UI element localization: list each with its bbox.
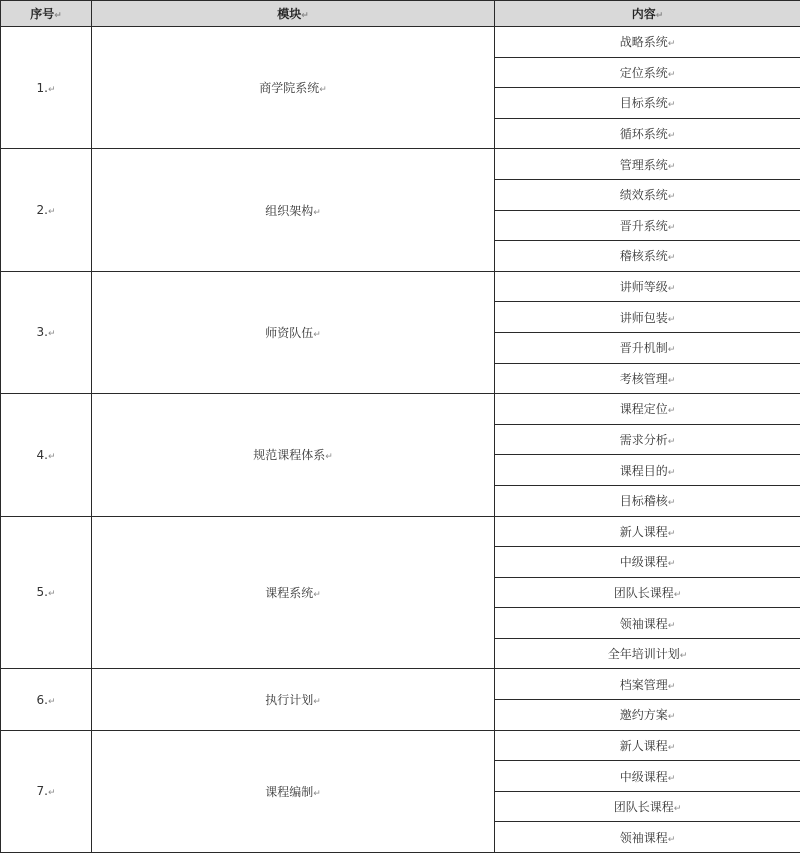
content-item: 邀约方案 [619, 708, 668, 723]
content-item: 档案管理 [619, 677, 668, 692]
paragraph-mark: ↵ [667, 620, 676, 631]
paragraph-mark: ↵ [667, 467, 676, 478]
row-index: 4. [36, 447, 48, 462]
row-index-cell [1, 669, 92, 730]
content-item: 晋升系统 [619, 218, 668, 233]
module-name: 执行计划 [265, 693, 314, 708]
paragraph-mark: ↵ [313, 207, 321, 218]
content-item: 稽核系统 [619, 249, 668, 264]
content-item: 新人课程 [619, 738, 668, 753]
module-cell [92, 730, 495, 852]
header-content [495, 1, 800, 27]
content-item: 领袖课程 [619, 830, 668, 845]
paragraph-mark: ↵ [667, 742, 676, 753]
content-cell [495, 149, 800, 180]
paragraph-mark: ↵ [47, 84, 56, 95]
row-index-cell [1, 730, 92, 852]
paragraph-mark: ↵ [667, 498, 676, 509]
module-cell [92, 271, 495, 393]
paragraph-mark: ↵ [667, 314, 676, 325]
paragraph-mark: ↵ [667, 192, 676, 203]
row-index: 7. [36, 784, 48, 799]
module-name: 组织架构 [265, 203, 314, 218]
content-item: 团队长课程 [613, 585, 674, 600]
header-module-label: 模块 [277, 7, 302, 21]
paragraph-mark: ↵ [667, 69, 676, 80]
paragraph-mark: ↵ [301, 11, 309, 21]
content-item: 讲师等级 [619, 280, 668, 295]
module-cell [92, 516, 495, 669]
table-row [1, 271, 800, 302]
paragraph-mark: ↵ [313, 589, 321, 600]
module-name: 课程系统 [265, 585, 314, 600]
content-item: 需求分析 [619, 433, 668, 448]
module-name: 规范课程体系 [253, 448, 326, 463]
content-cell [495, 485, 800, 516]
paragraph-mark: ↵ [47, 788, 56, 799]
content-cell [495, 332, 800, 363]
content-cell [495, 88, 800, 119]
paragraph-mark: ↵ [679, 651, 688, 662]
paragraph-mark: ↵ [667, 39, 676, 50]
content-item: 管理系统 [619, 157, 668, 172]
content-cell [495, 179, 800, 210]
content-cell [495, 118, 800, 149]
content-cell [495, 27, 800, 58]
table-row [1, 669, 800, 700]
row-index: 5. [36, 585, 48, 600]
row-index: 2. [36, 203, 48, 218]
content-cell [495, 394, 800, 425]
module-name: 课程编制 [265, 784, 314, 799]
row-index-cell [1, 394, 92, 516]
content-cell [495, 271, 800, 302]
table-row [1, 516, 800, 547]
paragraph-mark: ↵ [667, 131, 676, 142]
table-row [1, 394, 800, 425]
paragraph-mark: ↵ [667, 375, 676, 386]
module-name: 师资队伍 [265, 325, 314, 340]
content-cell [495, 700, 800, 731]
paragraph-mark: ↵ [313, 788, 321, 799]
content-item: 目标系统 [619, 96, 668, 111]
content-item: 新人课程 [619, 524, 668, 539]
content-cell [495, 516, 800, 547]
paragraph-mark: ↵ [47, 589, 56, 600]
paragraph-mark: ↵ [667, 222, 676, 233]
content-cell [495, 363, 800, 394]
content-item: 团队长课程 [613, 800, 674, 815]
paragraph-mark: ↵ [655, 11, 664, 21]
content-item: 中级课程 [619, 555, 668, 570]
paragraph-mark: ↵ [667, 712, 676, 723]
paragraph-mark: ↵ [667, 834, 676, 845]
paragraph-mark: ↵ [325, 452, 333, 463]
paragraph-mark: ↵ [319, 85, 327, 96]
paragraph-mark: ↵ [47, 207, 56, 218]
paragraph-mark: ↵ [667, 284, 676, 295]
module-cell [92, 669, 495, 730]
paragraph-mark: ↵ [667, 773, 676, 784]
content-cell [495, 608, 800, 639]
paragraph-mark: ↵ [667, 161, 676, 172]
row-index: 6. [36, 692, 48, 707]
content-cell [495, 302, 800, 333]
row-index: 1. [36, 80, 48, 95]
content-cell [495, 730, 800, 761]
paragraph-mark: ↵ [673, 804, 682, 815]
header-module [92, 1, 495, 27]
content-cell [495, 547, 800, 578]
content-cell [495, 241, 800, 272]
paragraph-mark: ↵ [667, 406, 676, 417]
content-item: 战略系统 [619, 35, 668, 50]
content-cell [495, 455, 800, 486]
row-index-cell [1, 149, 92, 271]
content-cell [495, 57, 800, 88]
content-item: 领袖课程 [619, 616, 668, 631]
paragraph-mark: ↵ [313, 697, 321, 708]
row-index-cell [1, 516, 92, 669]
content-item: 课程定位 [619, 402, 668, 417]
paragraph-mark: ↵ [47, 329, 56, 340]
content-item: 课程目的 [619, 463, 668, 478]
content-item: 中级课程 [619, 769, 668, 784]
header-content-label: 内容 [631, 7, 656, 21]
content-item: 全年培训计划 [607, 647, 680, 662]
content-cell [495, 761, 800, 792]
content-cell [495, 791, 800, 822]
content-cell [495, 638, 800, 669]
paragraph-mark: ↵ [313, 329, 321, 340]
content-cell [495, 669, 800, 700]
module-cell [92, 27, 495, 149]
paragraph-mark: ↵ [47, 696, 56, 707]
row-index-cell [1, 27, 92, 149]
table-row [1, 149, 800, 180]
header-index [1, 1, 92, 27]
content-item: 目标稽核 [619, 494, 668, 509]
content-item: 晋升机制 [619, 341, 668, 356]
paragraph-mark: ↵ [667, 253, 676, 264]
row-index-cell [1, 271, 92, 393]
module-cell [92, 394, 495, 516]
content-cell [495, 210, 800, 241]
content-item: 定位系统 [619, 65, 668, 80]
paragraph-mark: ↵ [667, 437, 676, 448]
paragraph-mark: ↵ [667, 345, 676, 356]
module-name: 商学院系统 [259, 81, 320, 96]
content-item: 绩效系统 [619, 188, 668, 203]
header-row [1, 1, 800, 27]
paragraph-mark: ↵ [673, 589, 682, 600]
table-row [1, 730, 800, 761]
table-body [1, 27, 800, 853]
content-item: 考核管理 [619, 371, 668, 386]
paragraph-mark: ↵ [667, 559, 676, 570]
paragraph-mark: ↵ [667, 681, 676, 692]
content-cell [495, 577, 800, 608]
paragraph-mark: ↵ [47, 451, 56, 462]
table-row [1, 27, 800, 58]
content-cell [495, 822, 800, 853]
paragraph-mark: ↵ [54, 11, 62, 21]
module-cell [92, 149, 495, 271]
content-item: 讲师包装 [619, 310, 668, 325]
row-index: 3. [36, 325, 48, 340]
content-cell [495, 424, 800, 455]
paragraph-mark: ↵ [667, 100, 676, 111]
content-item: 循环系统 [619, 127, 668, 142]
header-index-label: 序号 [30, 7, 55, 21]
paragraph-mark: ↵ [667, 528, 676, 539]
